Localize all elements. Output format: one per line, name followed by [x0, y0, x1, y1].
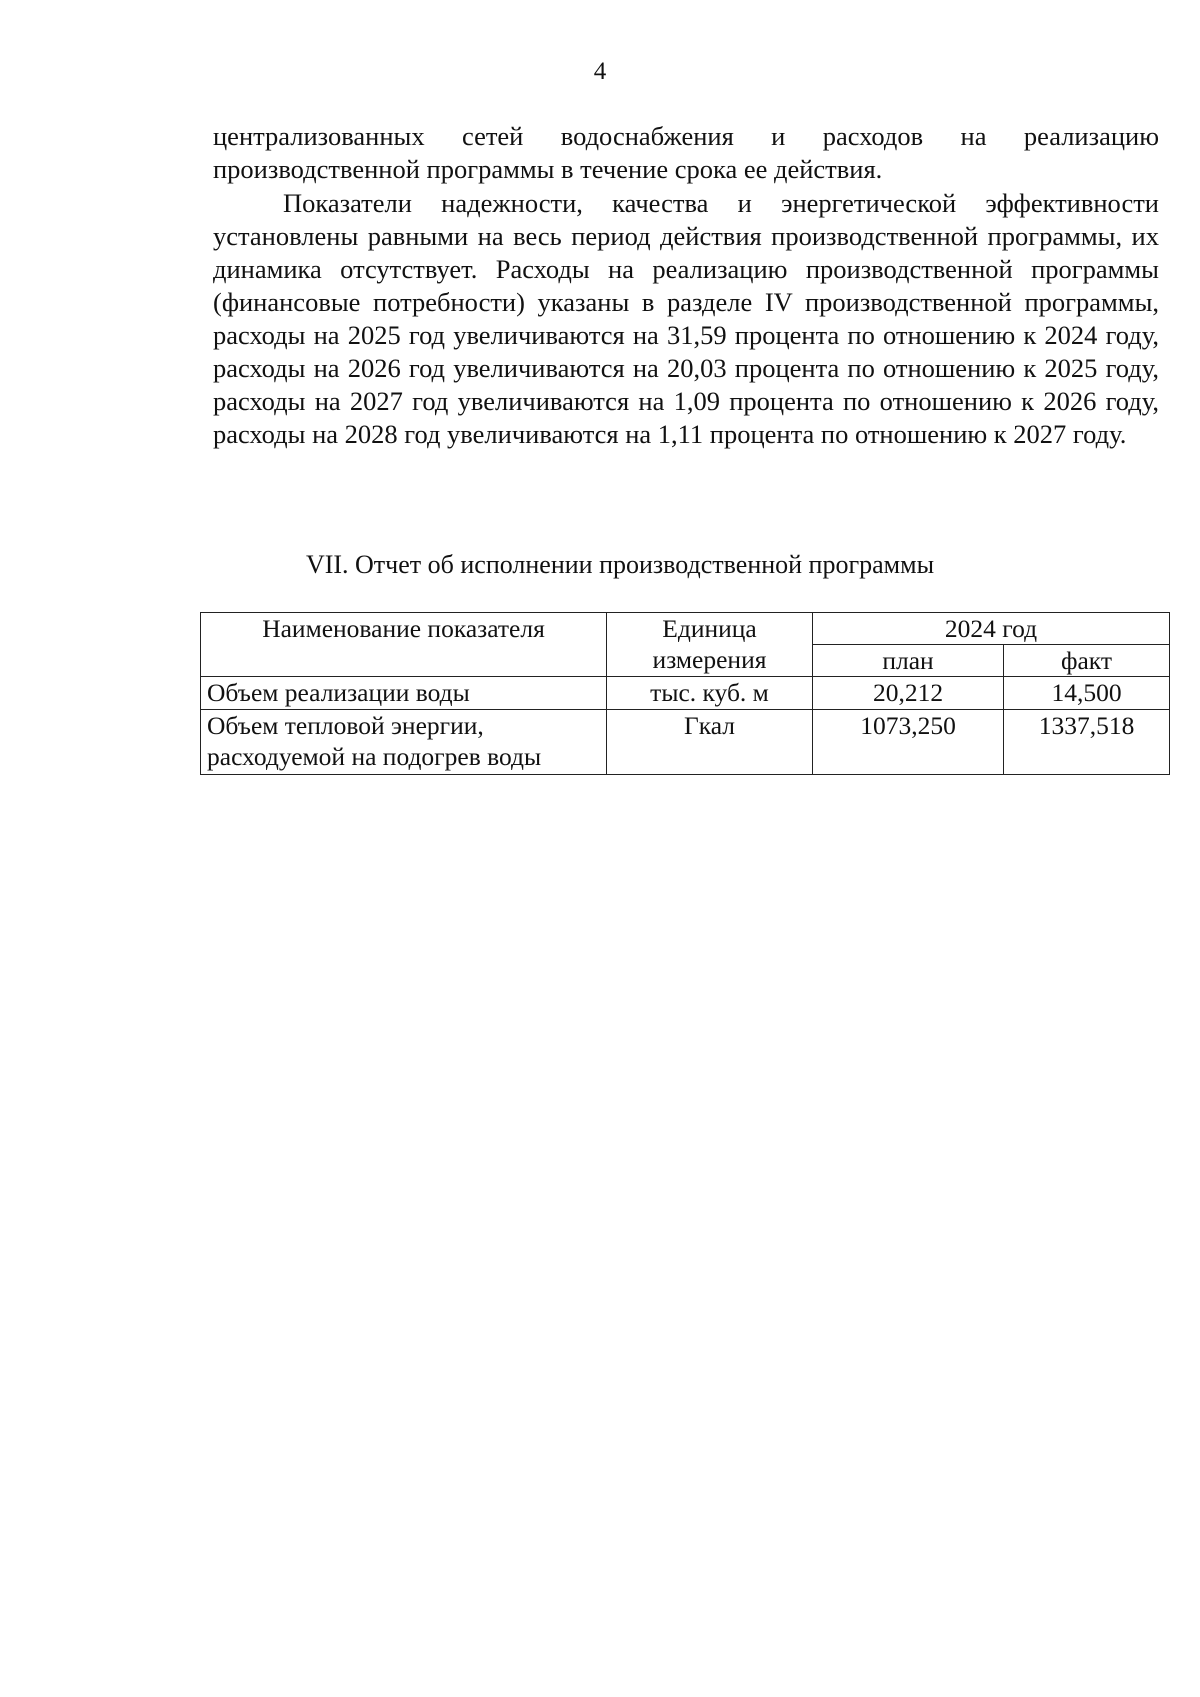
report-table	[200, 612, 1170, 775]
table-row	[201, 710, 1170, 775]
paragraph-text: Показатели надежности, качества и энергетической эффективности установлены равными на весь период действия производственной программы, их динамика отсутствует. Расходы на реализацию производственной программы (финансовые потребности) указаны в разделе IV производственной программы, расходы на 2025 год увеличиваются на 31,59 процента по отношению к 2024 году, расходы на 2026 год увеличиваются на 20,03 процента по отношению к 2025 году, расходы на 2027 год увеличиваются на 1,09 процента по отношению к 2026 году, расходы на 2028 год увеличиваются на 1,11 процента по отношению к 2027 году.	[213, 188, 1159, 449]
section-heading: VII. Отчет об исполнении производственной программы	[305, 550, 935, 579]
cell-indicator-name	[201, 677, 607, 710]
cell-plan: 20,212	[813, 677, 1004, 710]
cell-name-line1: Объем реализации воды	[207, 678, 470, 707]
header-indicator-name: Наименование показателя	[201, 613, 607, 677]
header-unit	[607, 613, 813, 677]
cell-indicator-name	[201, 710, 607, 775]
header-unit-line2: измерения	[652, 645, 767, 674]
cell-unit: тыс. куб. м	[607, 677, 813, 710]
header-unit-line1: Единица	[662, 614, 757, 643]
cell-unit: Гкал	[607, 710, 813, 775]
paragraph-indicators	[213, 187, 1159, 451]
paragraph-text: централизованных сетей водоснабжения и расходов на реализацию производственной программы в течение срока ее действия.	[213, 121, 1159, 184]
header-fact: факт	[1004, 645, 1170, 677]
page-number: 4	[593, 58, 607, 85]
header-plan: план	[813, 645, 1004, 677]
cell-fact: 1337,518	[1004, 710, 1170, 775]
cell-name-line2: расходуемой на подогрев воды	[207, 742, 542, 771]
table-header-row	[201, 613, 1170, 645]
paragraph-continuation	[213, 120, 1159, 186]
cell-plan: 1073,250	[813, 710, 1004, 775]
table-row	[201, 677, 1170, 710]
cell-name-line1: Объем тепловой энергии,	[207, 711, 484, 740]
header-year: 2024 год	[813, 613, 1170, 645]
cell-fact: 14,500	[1004, 677, 1170, 710]
